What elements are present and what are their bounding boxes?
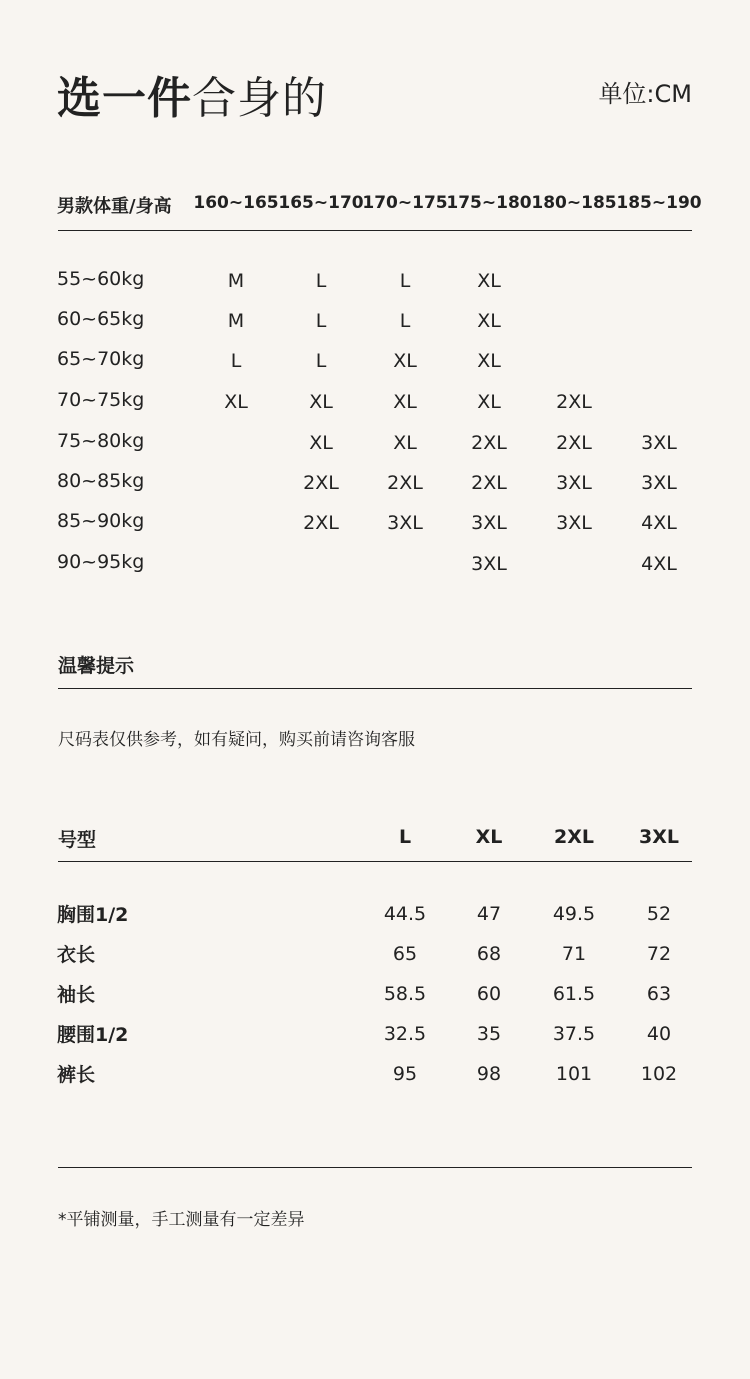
weight-label: 90~95kg	[57, 551, 145, 573]
height-header: 160~165	[193, 193, 279, 213]
height-header: 185~190	[616, 193, 702, 213]
measurement-value: 72	[646, 943, 672, 965]
measurements-corner-label: 号型	[58, 829, 97, 851]
size-cell: XL	[309, 391, 333, 413]
measurement-value: 37.5	[552, 1023, 596, 1045]
measurement-label: 胸围1/2	[57, 904, 129, 926]
unit-label: 单位:CM	[598, 80, 692, 108]
measurement-value: 32.5	[383, 1023, 427, 1045]
page-title	[57, 62, 327, 126]
size-cell: XL	[393, 350, 417, 372]
size-cell: 2XL	[303, 472, 339, 494]
size-cell: 3XL	[556, 512, 592, 534]
size-cell: L	[315, 270, 327, 292]
height-header: 175~180	[446, 193, 532, 213]
size-column-header: XL	[475, 826, 503, 848]
measurement-label: 腰围1/2	[57, 1024, 129, 1046]
measurement-value: 40	[646, 1023, 672, 1045]
measurement-value: 98	[476, 1063, 502, 1085]
measurement-value: 35	[476, 1023, 502, 1045]
size-cell: 3XL	[471, 553, 507, 575]
weight-label: 70~75kg	[57, 389, 145, 411]
size-column-header: 3XL	[639, 826, 679, 848]
tips-text: 尺码表仅供参考，如有疑问，购买前请咨询客服	[58, 730, 415, 750]
size-cell: M	[227, 310, 245, 332]
measurement-value: 102	[640, 1063, 678, 1085]
size-cell: XL	[477, 310, 501, 332]
size-cell: L	[230, 350, 242, 372]
size-cell: 3XL	[387, 512, 423, 534]
measurement-value: 65	[392, 943, 418, 965]
size-cell: 2XL	[303, 512, 339, 534]
footer-note: *平铺测量，手工测量有一定差异	[58, 1210, 305, 1230]
weight-label: 55~60kg	[57, 268, 145, 290]
size-cell: L	[315, 350, 327, 372]
measurement-value: 61.5	[552, 983, 596, 1005]
weight-label: 75~80kg	[57, 430, 145, 452]
size-cell: 3XL	[641, 472, 677, 494]
measurement-value: 63	[646, 983, 672, 1005]
measurement-value: 58.5	[383, 983, 427, 1005]
size-cell: L	[399, 310, 411, 332]
measurement-value: 44.5	[383, 903, 427, 925]
footer-divider	[58, 1167, 692, 1168]
size-guide-divider	[58, 230, 692, 231]
measurement-value: 71	[561, 943, 587, 965]
size-cell: 3XL	[471, 512, 507, 534]
measurement-value: 49.5	[552, 903, 596, 925]
measurement-value: 95	[392, 1063, 418, 1085]
measurement-value: 101	[555, 1063, 593, 1085]
weight-label: 65~70kg	[57, 348, 145, 370]
measurement-label: 衣长	[57, 944, 96, 966]
measurement-value: 68	[476, 943, 502, 965]
weight-label: 80~85kg	[57, 470, 145, 492]
tips-divider	[58, 688, 692, 689]
size-guide-corner-label: 男款体重/身高	[57, 196, 172, 217]
size-cell: 3XL	[641, 432, 677, 454]
height-header: 165~170	[278, 193, 364, 213]
size-cell: XL	[477, 350, 501, 372]
title-light: 合身的	[192, 73, 327, 124]
title-bold: 选一件	[57, 73, 192, 124]
size-cell: 3XL	[556, 472, 592, 494]
measurement-label: 裤长	[57, 1064, 96, 1086]
weight-label: 60~65kg	[57, 308, 145, 330]
size-cell: 2XL	[387, 472, 423, 494]
size-cell: L	[399, 270, 411, 292]
weight-label: 85~90kg	[57, 510, 145, 532]
size-cell: 4XL	[641, 553, 677, 575]
height-header: 180~185	[531, 193, 617, 213]
size-cell: 2XL	[471, 432, 507, 454]
measurement-label: 袖长	[57, 984, 96, 1006]
tips-heading: 温馨提示	[58, 655, 135, 677]
size-cell: 4XL	[641, 512, 677, 534]
size-cell: XL	[393, 391, 417, 413]
measurement-value: 47	[476, 903, 502, 925]
measurements-divider	[58, 861, 692, 862]
size-cell: 2XL	[556, 432, 592, 454]
size-cell: XL	[224, 391, 248, 413]
size-column-header: L	[398, 826, 412, 848]
size-cell: XL	[393, 432, 417, 454]
size-column-header: 2XL	[554, 826, 594, 848]
measurement-value: 60	[476, 983, 502, 1005]
size-cell: 2XL	[556, 391, 592, 413]
size-cell: 2XL	[471, 472, 507, 494]
measurement-value: 52	[646, 903, 672, 925]
size-cell: XL	[477, 270, 501, 292]
size-cell: XL	[477, 391, 501, 413]
height-header: 170~175	[362, 193, 448, 213]
size-cell: XL	[309, 432, 333, 454]
size-cell: L	[315, 310, 327, 332]
size-cell: M	[227, 270, 245, 292]
